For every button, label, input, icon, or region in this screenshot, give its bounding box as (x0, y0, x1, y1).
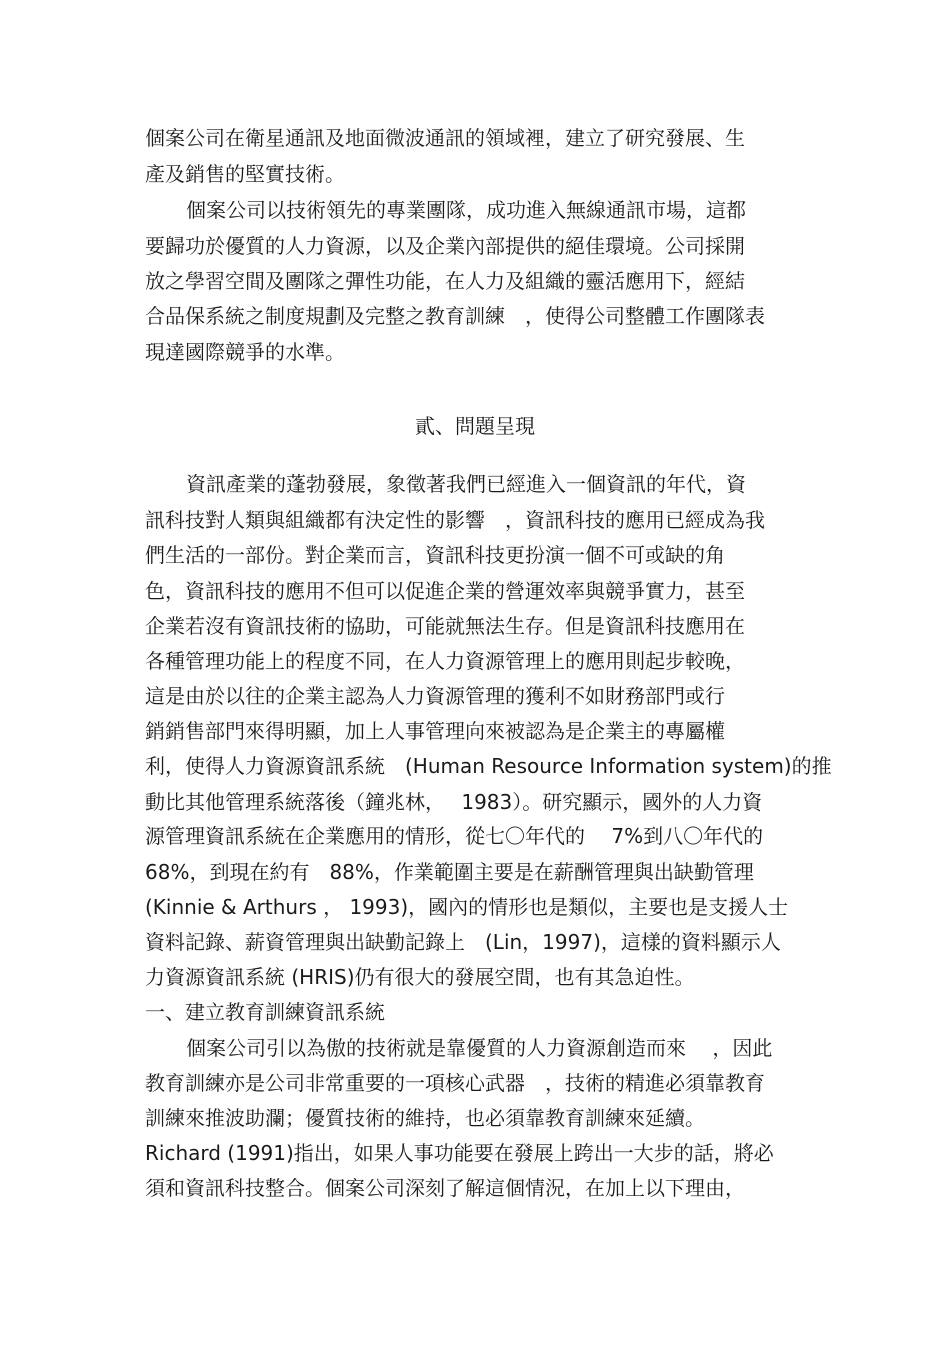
paragraph-3-line-9: 利，使得人力資源資訊系統 (Human Resource Information system)的推 (145, 754, 832, 778)
paragraph-2-line-3: 放之學習空間及團隊之彈性功能，在人力及組織的靈活應用下，經結 (145, 269, 745, 293)
paragraph-3-line-2: 訊科技對人類與組織都有決定性的影響 ，資訊科技的應用已經成為我 (145, 508, 765, 532)
paragraph-4-line-4: Richard (1991)指出，如果人事功能要在發展上跨出一大步的話，將必 (145, 1141, 774, 1165)
paragraph-3-line-15: 力資源資訊系統 (HRIS)仍有很大的發展空間，也有其急迫性。 (145, 965, 695, 989)
paragraph-3-line-12: 68%，到現在約有 88%，作業範圍主要是在薪酬管理與出缺勤管理 (145, 860, 754, 884)
paragraph-4-line-5: 須和資訊科技整合。個案公司深刻了解這個情況，在加上以下理由， (145, 1176, 745, 1200)
paragraph-3-line-11: 源管理資訊系統在企業應用的情形，從七〇年代的 7%到八〇年代的 (145, 824, 764, 848)
section-heading: 貳、問題呈現 (415, 414, 535, 438)
paragraph-1-line-2: 產及銷售的堅實技術。 (145, 162, 345, 186)
paragraph-3-line-8: 銷銷售部門來得明顯，加上人事管理向來被認為是企業主的專屬權 (145, 719, 725, 743)
paragraph-2-line-1: 個案公司以技術領先的專業團隊，成功進入無線通訊市場，這都 (186, 198, 746, 222)
paragraph-4-line-2: 教育訓練亦是公司非常重要的一項核心武器 ，技術的精進必須靠教育 (145, 1071, 765, 1095)
paragraph-3-line-14: 資料記錄、薪資管理與出缺勤記錄上 (Lin，1997)，這樣的資料顯示人 (145, 930, 781, 954)
paragraph-3-line-5: 企業若沒有資訊技術的協助，可能就無法生存。但是資訊科技應用在 (145, 614, 745, 638)
paragraph-3-line-1: 資訊產業的蓬勃發展，象徵著我們已經進入一個資訊的年代，資 (186, 472, 746, 496)
paragraph-4-line-3: 訓練來推波助瀾；優質技術的維持，也必須靠教育訓練來延續。 (145, 1106, 705, 1130)
subsection-heading: 一、建立教育訓練資訊系統 (145, 1000, 385, 1024)
paragraph-2-line-5: 現達國際競爭的水準。 (145, 340, 345, 364)
paragraph-4-line-1: 個案公司引以為傲的技術就是靠優質的人力資源創造而來 ，因此 (186, 1036, 773, 1060)
paragraph-3-line-10: 動比其他管理系統落後（鐘兆林， 1983）。研究顯示，國外的人力資 (145, 790, 763, 814)
paragraph-3-line-6: 各種管理功能上的程度不同，在人力資源管理上的應用則起步較晚， (145, 649, 745, 673)
paragraph-2-line-4: 合品保系統之制度規劃及完整之教育訓練 ，使得公司整體工作團隊表 (145, 304, 765, 328)
paragraph-3-line-4: 色，資訊科技的應用不但可以促進企業的營運效率與競爭實力，甚至 (145, 579, 745, 603)
paragraph-3-line-13: (Kinnie & Arthurs ， 1993)，國內的情形也是類似，主要也是支援人士 (145, 895, 789, 919)
paragraph-2-line-2: 要歸功於優質的人力資源，以及企業內部提供的絕佳環境。公司採開 (145, 234, 745, 258)
paragraph-3-line-3: 們生活的一部份。對企業而言，資訊科技更扮演一個不可或缺的角 (145, 543, 725, 567)
paragraph-1-line-1: 個案公司在衛星通訊及地面微波通訊的領域裡，建立了研究發展、生 (145, 126, 745, 150)
paragraph-3-line-7: 這是由於以往的企業主認為人力資源管理的獲利不如財務部門或行 (145, 684, 725, 708)
